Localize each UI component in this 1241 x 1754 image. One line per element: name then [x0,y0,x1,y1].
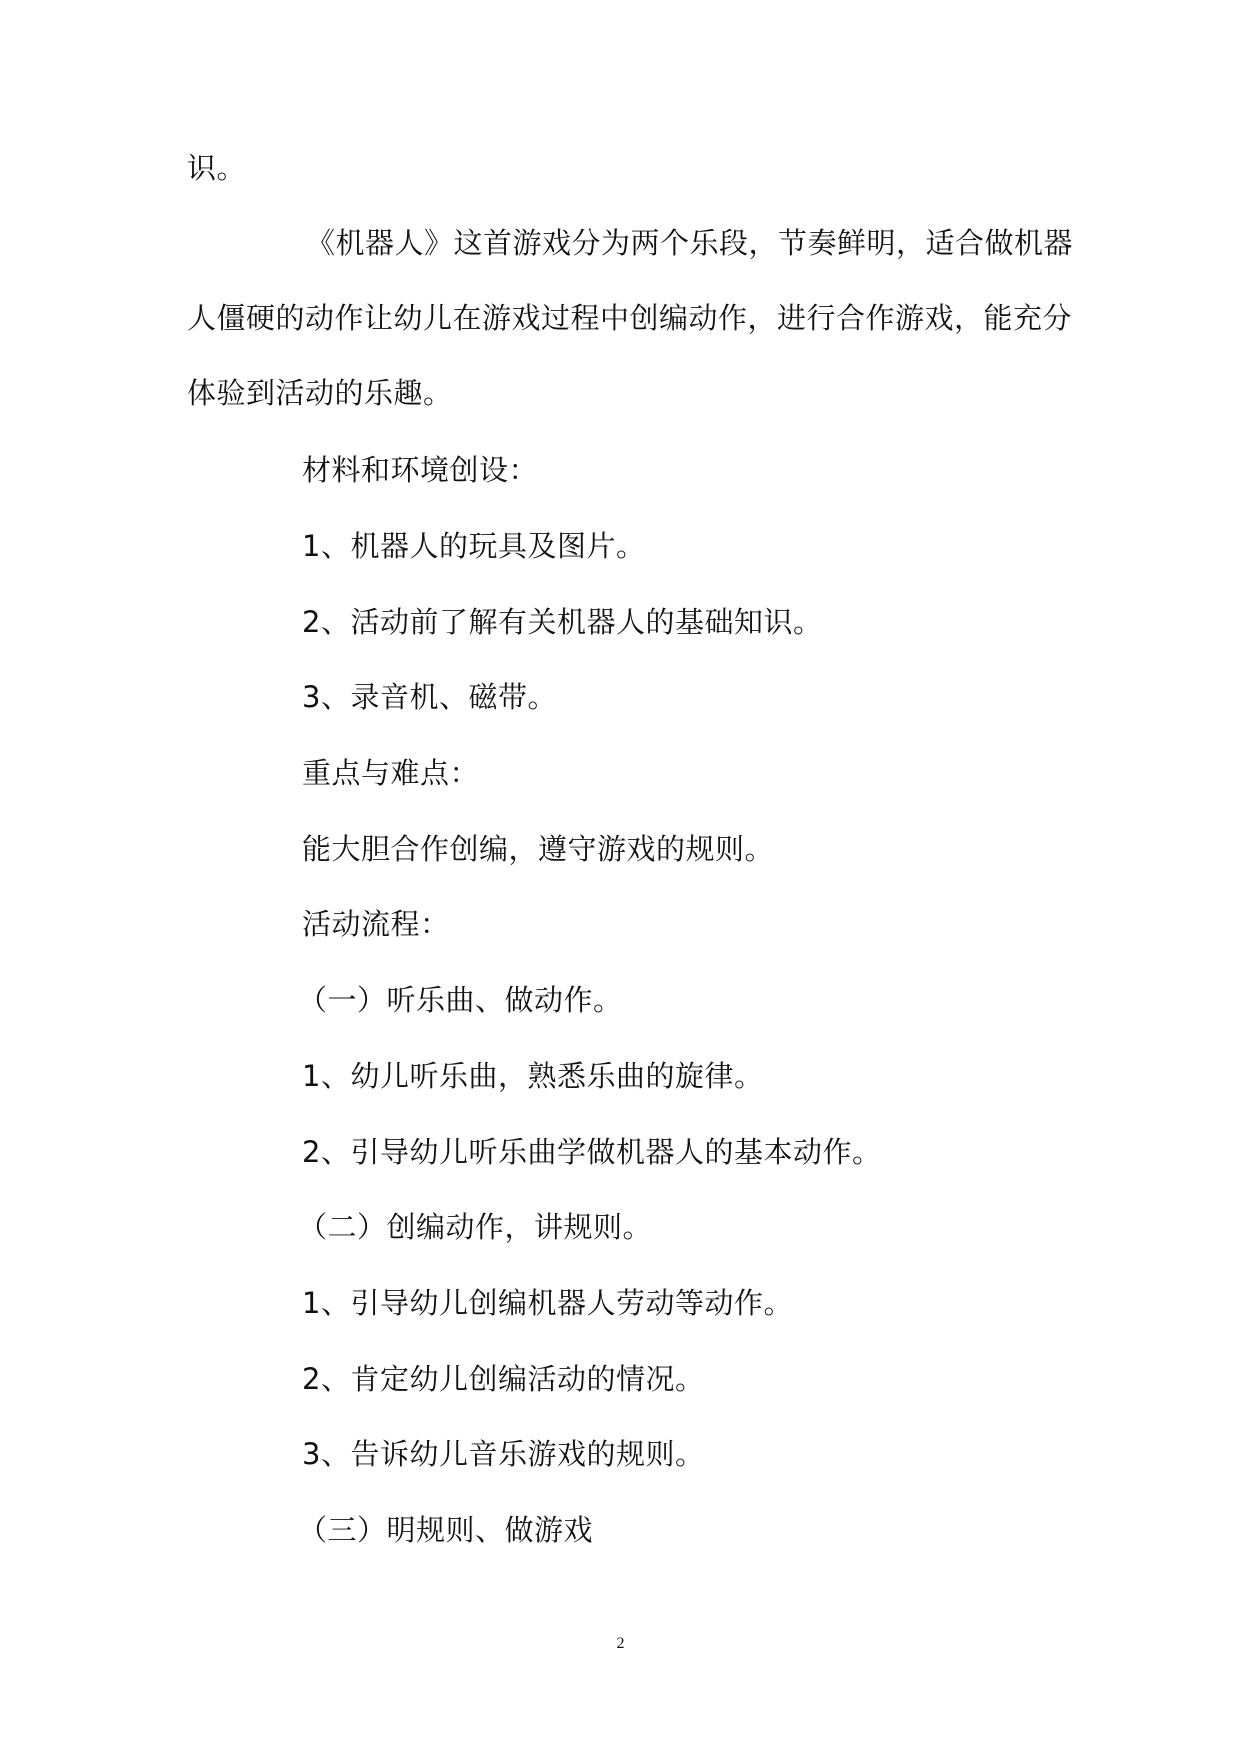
list-item-1: 1、机器人的玩具及图片。 [302,529,646,563]
text-line-1: 识。 [187,151,247,185]
list-item-5: 2、引导幼儿听乐曲学做机器人的基本动作。 [302,1135,882,1169]
list-item-7: 2、肯定幼儿创编活动的情况。 [302,1362,705,1396]
list-item-8: 3、告诉幼儿音乐游戏的规则。 [302,1437,705,1471]
list-item-6: 1、引导幼儿创编机器人劳动等动作。 [302,1286,793,1320]
text-line-2: 《机器人》这首游戏分为两个乐段，节奏鲜明，适合做机器 [306,226,1074,260]
text-line-3: 人僵硬的动作让幼儿在游戏过程中创编动作，进行合作游戏，能充分 [187,301,1073,335]
list-item-4: 1、幼儿听乐曲，熟悉乐曲的旋律。 [302,1059,764,1093]
subsection-heading-2: （二）创编动作，讲规则。 [298,1210,653,1244]
subsection-heading-1: （一）听乐曲、做动作。 [298,983,623,1017]
subsection-heading-3: （三）明规则、做游戏 [298,1513,594,1547]
section-heading-materials: 材料和环境创设： [302,453,539,487]
list-item-2: 2、活动前了解有关机器人的基础知识。 [302,605,823,639]
text-line-4: 体验到活动的乐趣。 [187,376,453,410]
section-heading-key-points: 重点与难点： [302,756,480,790]
list-item-3: 3、录音机、磁带。 [302,680,557,714]
text-line-key-points: 能大胆合作创编，遵守游戏的规则。 [302,832,775,866]
section-heading-process: 活动流程： [302,907,450,941]
page-number: 2 [616,1635,625,1652]
